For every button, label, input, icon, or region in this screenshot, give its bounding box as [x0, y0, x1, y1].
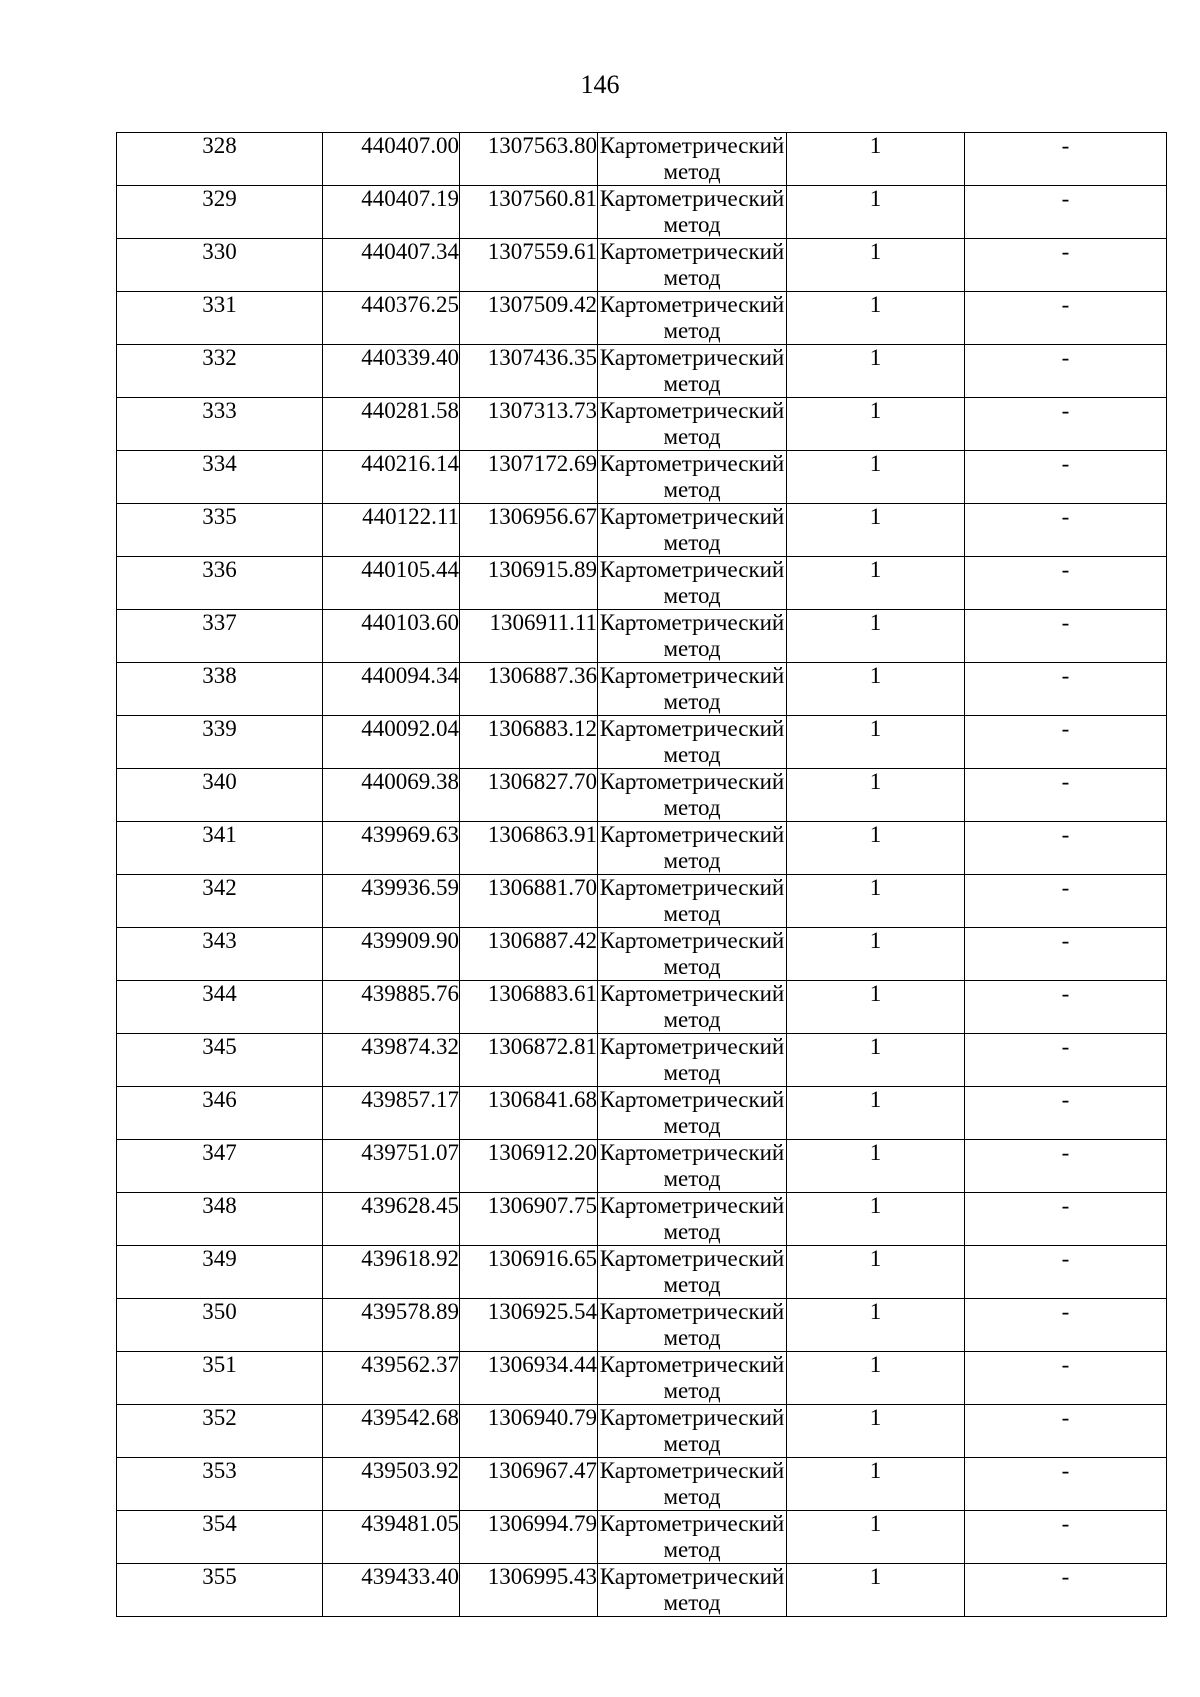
table-row	[117, 1299, 1167, 1352]
method-cell: Картометрический метод	[598, 1511, 787, 1564]
point-number-cell: 347	[117, 1140, 323, 1193]
note-cell: -	[965, 769, 1167, 822]
table-row	[117, 557, 1167, 610]
accuracy-cell: 1	[787, 928, 965, 981]
x-coordinate-cell: 440376.25	[323, 292, 460, 345]
accuracy-cell: 1	[787, 239, 965, 292]
table-row	[117, 504, 1167, 557]
x-coordinate-cell: 440094.34	[323, 663, 460, 716]
method-cell: Картометрический метод	[598, 1034, 787, 1087]
table-row	[117, 769, 1167, 822]
y-coordinate-cell: 1306916.65	[460, 1246, 598, 1299]
note-cell: -	[965, 1246, 1167, 1299]
point-number-cell: 335	[117, 504, 323, 557]
point-number-cell: 333	[117, 398, 323, 451]
y-coordinate-cell: 1307559.61	[460, 239, 598, 292]
table-row	[117, 1511, 1167, 1564]
method-cell: Картометрический метод	[598, 239, 787, 292]
x-coordinate-cell: 440407.00	[323, 133, 460, 186]
method-cell: Картометрический метод	[598, 822, 787, 875]
accuracy-cell: 1	[787, 292, 965, 345]
table-row	[117, 133, 1167, 186]
y-coordinate-cell: 1306940.79	[460, 1405, 598, 1458]
point-number-cell: 339	[117, 716, 323, 769]
x-coordinate-cell: 439874.32	[323, 1034, 460, 1087]
y-coordinate-cell: 1306956.67	[460, 504, 598, 557]
accuracy-cell: 1	[787, 345, 965, 398]
y-coordinate-cell: 1306863.91	[460, 822, 598, 875]
x-coordinate-cell: 439857.17	[323, 1087, 460, 1140]
accuracy-cell: 1	[787, 822, 965, 875]
method-cell: Картометрический метод	[598, 292, 787, 345]
accuracy-cell: 1	[787, 133, 965, 186]
table-row	[117, 1564, 1167, 1617]
x-coordinate-cell: 440281.58	[323, 398, 460, 451]
table-row	[117, 981, 1167, 1034]
y-coordinate-cell: 1306911.11	[460, 610, 598, 663]
table-row	[117, 1246, 1167, 1299]
method-cell: Картометрический метод	[598, 557, 787, 610]
x-coordinate-cell: 440407.19	[323, 186, 460, 239]
coordinates-table	[116, 132, 1167, 1617]
note-cell: -	[965, 928, 1167, 981]
note-cell: -	[965, 451, 1167, 504]
x-coordinate-cell: 440069.38	[323, 769, 460, 822]
x-coordinate-cell: 439751.07	[323, 1140, 460, 1193]
note-cell: -	[965, 1564, 1167, 1617]
accuracy-cell: 1	[787, 610, 965, 663]
accuracy-cell: 1	[787, 1140, 965, 1193]
table-row	[117, 663, 1167, 716]
method-cell: Картометрический метод	[598, 1458, 787, 1511]
accuracy-cell: 1	[787, 1193, 965, 1246]
note-cell: -	[965, 133, 1167, 186]
note-cell: -	[965, 875, 1167, 928]
table-row	[117, 1193, 1167, 1246]
y-coordinate-cell: 1306934.44	[460, 1352, 598, 1405]
y-coordinate-cell: 1306912.20	[460, 1140, 598, 1193]
method-cell: Картометрический метод	[598, 663, 787, 716]
y-coordinate-cell: 1306995.43	[460, 1564, 598, 1617]
note-cell: -	[965, 557, 1167, 610]
method-cell: Картометрический метод	[598, 1193, 787, 1246]
x-coordinate-cell: 439503.92	[323, 1458, 460, 1511]
method-cell: Картометрический метод	[598, 1405, 787, 1458]
x-coordinate-cell: 439936.59	[323, 875, 460, 928]
note-cell: -	[965, 1193, 1167, 1246]
note-cell: -	[965, 1352, 1167, 1405]
note-cell: -	[965, 504, 1167, 557]
y-coordinate-cell: 1306887.42	[460, 928, 598, 981]
accuracy-cell: 1	[787, 1511, 965, 1564]
x-coordinate-cell: 439885.76	[323, 981, 460, 1034]
y-coordinate-cell: 1306925.54	[460, 1299, 598, 1352]
y-coordinate-cell: 1306907.75	[460, 1193, 598, 1246]
point-number-cell: 351	[117, 1352, 323, 1405]
note-cell: -	[965, 1140, 1167, 1193]
point-number-cell: 350	[117, 1299, 323, 1352]
accuracy-cell: 1	[787, 1299, 965, 1352]
method-cell: Картометрический метод	[598, 504, 787, 557]
point-number-cell: 349	[117, 1246, 323, 1299]
y-coordinate-cell: 1306915.89	[460, 557, 598, 610]
point-number-cell: 352	[117, 1405, 323, 1458]
method-cell: Картометрический метод	[598, 981, 787, 1034]
point-number-cell: 337	[117, 610, 323, 663]
y-coordinate-cell: 1306872.81	[460, 1034, 598, 1087]
accuracy-cell: 1	[787, 504, 965, 557]
accuracy-cell: 1	[787, 1352, 965, 1405]
x-coordinate-cell: 440103.60	[323, 610, 460, 663]
note-cell: -	[965, 716, 1167, 769]
table-row	[117, 345, 1167, 398]
note-cell: -	[965, 345, 1167, 398]
point-number-cell: 353	[117, 1458, 323, 1511]
x-coordinate-cell: 440407.34	[323, 239, 460, 292]
accuracy-cell: 1	[787, 186, 965, 239]
x-coordinate-cell: 439481.05	[323, 1511, 460, 1564]
table-row	[117, 928, 1167, 981]
x-coordinate-cell: 439628.45	[323, 1193, 460, 1246]
x-coordinate-cell: 439578.89	[323, 1299, 460, 1352]
point-number-cell: 345	[117, 1034, 323, 1087]
note-cell: -	[965, 1405, 1167, 1458]
method-cell: Картометрический метод	[598, 716, 787, 769]
coordinates-table-body	[117, 133, 1167, 1617]
y-coordinate-cell: 1306994.79	[460, 1511, 598, 1564]
point-number-cell: 328	[117, 133, 323, 186]
point-number-cell: 346	[117, 1087, 323, 1140]
page-number: 146	[580, 70, 620, 99]
method-cell: Картометрический метод	[598, 1352, 787, 1405]
accuracy-cell: 1	[787, 716, 965, 769]
x-coordinate-cell: 440105.44	[323, 557, 460, 610]
table-row	[117, 822, 1167, 875]
x-coordinate-cell: 440092.04	[323, 716, 460, 769]
method-cell: Картометрический метод	[598, 1564, 787, 1617]
y-coordinate-cell: 1306841.68	[460, 1087, 598, 1140]
point-number-cell: 338	[117, 663, 323, 716]
point-number-cell: 332	[117, 345, 323, 398]
y-coordinate-cell: 1307313.73	[460, 398, 598, 451]
note-cell: -	[965, 239, 1167, 292]
point-number-cell: 336	[117, 557, 323, 610]
method-cell: Картометрический метод	[598, 875, 787, 928]
note-cell: -	[965, 292, 1167, 345]
table-row	[117, 186, 1167, 239]
accuracy-cell: 1	[787, 1458, 965, 1511]
y-coordinate-cell: 1307560.81	[460, 186, 598, 239]
table-row	[117, 239, 1167, 292]
table-row	[117, 716, 1167, 769]
note-cell: -	[965, 1458, 1167, 1511]
y-coordinate-cell: 1306883.61	[460, 981, 598, 1034]
table-row	[117, 1034, 1167, 1087]
accuracy-cell: 1	[787, 769, 965, 822]
y-coordinate-cell: 1306967.47	[460, 1458, 598, 1511]
method-cell: Картометрический метод	[598, 345, 787, 398]
accuracy-cell: 1	[787, 1087, 965, 1140]
accuracy-cell: 1	[787, 981, 965, 1034]
note-cell: -	[965, 1511, 1167, 1564]
note-cell: -	[965, 398, 1167, 451]
table-row	[117, 1087, 1167, 1140]
accuracy-cell: 1	[787, 663, 965, 716]
y-coordinate-cell: 1306827.70	[460, 769, 598, 822]
method-cell: Картометрический метод	[598, 610, 787, 663]
method-cell: Картометрический метод	[598, 928, 787, 981]
accuracy-cell: 1	[787, 1564, 965, 1617]
note-cell: -	[965, 1299, 1167, 1352]
y-coordinate-cell: 1306883.12	[460, 716, 598, 769]
note-cell: -	[965, 610, 1167, 663]
point-number-cell: 334	[117, 451, 323, 504]
accuracy-cell: 1	[787, 1246, 965, 1299]
accuracy-cell: 1	[787, 875, 965, 928]
x-coordinate-cell: 440339.40	[323, 345, 460, 398]
note-cell: -	[965, 186, 1167, 239]
x-coordinate-cell: 439618.92	[323, 1246, 460, 1299]
x-coordinate-cell: 439969.63	[323, 822, 460, 875]
accuracy-cell: 1	[787, 398, 965, 451]
method-cell: Картометрический метод	[598, 1087, 787, 1140]
point-number-cell: 331	[117, 292, 323, 345]
method-cell: Картометрический метод	[598, 133, 787, 186]
accuracy-cell: 1	[787, 451, 965, 504]
accuracy-cell: 1	[787, 1405, 965, 1458]
table-row	[117, 875, 1167, 928]
point-number-cell: 348	[117, 1193, 323, 1246]
point-number-cell: 342	[117, 875, 323, 928]
y-coordinate-cell: 1306887.36	[460, 663, 598, 716]
point-number-cell: 344	[117, 981, 323, 1034]
point-number-cell: 340	[117, 769, 323, 822]
y-coordinate-cell: 1307436.35	[460, 345, 598, 398]
table-row	[117, 1405, 1167, 1458]
table-row	[117, 398, 1167, 451]
y-coordinate-cell: 1307563.80	[460, 133, 598, 186]
point-number-cell: 343	[117, 928, 323, 981]
table-row	[117, 1352, 1167, 1405]
point-number-cell: 354	[117, 1511, 323, 1564]
method-cell: Картометрический метод	[598, 1299, 787, 1352]
x-coordinate-cell: 439542.68	[323, 1405, 460, 1458]
note-cell: -	[965, 1034, 1167, 1087]
point-number-cell: 341	[117, 822, 323, 875]
table-row	[117, 451, 1167, 504]
x-coordinate-cell: 440122.11	[323, 504, 460, 557]
table-row	[117, 610, 1167, 663]
note-cell: -	[965, 1087, 1167, 1140]
note-cell: -	[965, 663, 1167, 716]
note-cell: -	[965, 981, 1167, 1034]
table-row	[117, 1140, 1167, 1193]
y-coordinate-cell: 1307509.42	[460, 292, 598, 345]
point-number-cell: 355	[117, 1564, 323, 1617]
accuracy-cell: 1	[787, 1034, 965, 1087]
x-coordinate-cell: 439909.90	[323, 928, 460, 981]
method-cell: Картометрический метод	[598, 186, 787, 239]
method-cell: Картометрический метод	[598, 451, 787, 504]
table-row	[117, 1458, 1167, 1511]
point-number-cell: 329	[117, 186, 323, 239]
method-cell: Картометрический метод	[598, 1246, 787, 1299]
y-coordinate-cell: 1306881.70	[460, 875, 598, 928]
x-coordinate-cell: 440216.14	[323, 451, 460, 504]
method-cell: Картометрический метод	[598, 1140, 787, 1193]
point-number-cell: 330	[117, 239, 323, 292]
x-coordinate-cell: 439433.40	[323, 1564, 460, 1617]
table-row	[117, 292, 1167, 345]
method-cell: Картометрический метод	[598, 398, 787, 451]
note-cell: -	[965, 822, 1167, 875]
method-cell: Картометрический метод	[598, 769, 787, 822]
x-coordinate-cell: 439562.37	[323, 1352, 460, 1405]
y-coordinate-cell: 1307172.69	[460, 451, 598, 504]
accuracy-cell: 1	[787, 557, 965, 610]
